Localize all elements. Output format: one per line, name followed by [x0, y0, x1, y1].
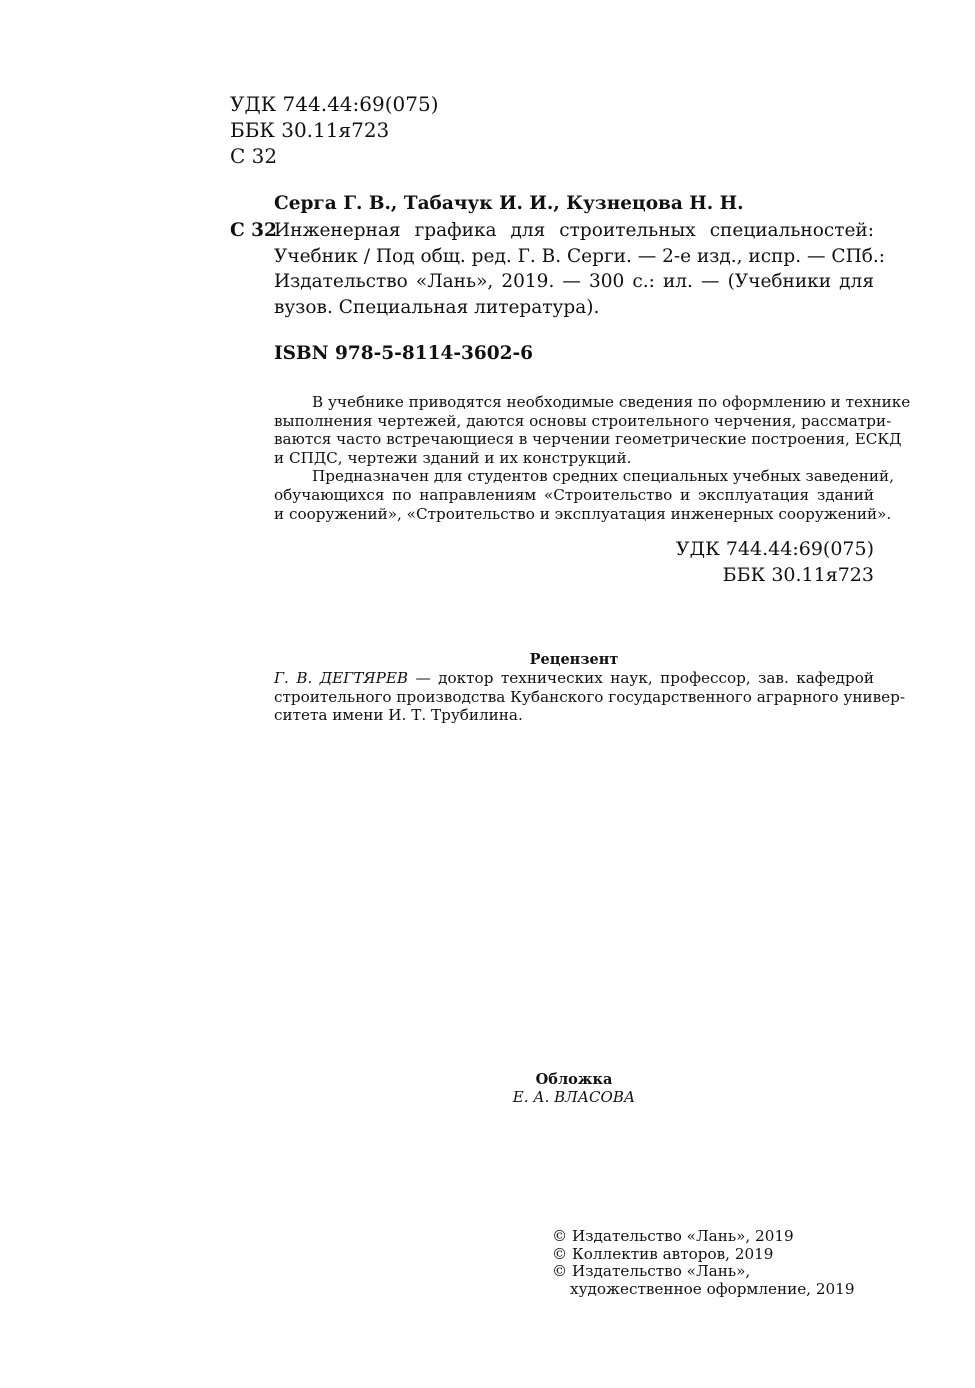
copyright-line-4: художественное оформление, 2019	[570, 1279, 855, 1298]
reviewer-credentials: — доктор технических наук, профессор, зав. кафедрой	[408, 669, 874, 687]
isbn: ISBN 978-5-8114-3602-6	[274, 343, 534, 364]
copyright-line-2: © Коллектив авторов, 2019	[552, 1244, 774, 1263]
record-author-mark: С 32	[230, 220, 277, 241]
cover-designer-name: Е. А. ВЛАСОВА	[512, 1088, 636, 1106]
copyright-line-3: © Издательство «Лань»,	[552, 1262, 751, 1281]
bibliographic-description	[274, 218, 885, 320]
authors-line: Серга Г. В., Табачук И. И., Кузнецова Н. Н.	[274, 193, 744, 214]
header-udk: УДК 744.44:69(075)	[230, 92, 439, 116]
annotation-p1-line-2: выполнения чертежей, даются основы строительного черчения, рассматри-	[274, 411, 892, 430]
reviewer-line-2: строительного производства Кубанского государственного аграрного универ-	[274, 687, 905, 706]
reviewer-name: Г. В. ДЕГТЯРЕВ	[274, 669, 409, 687]
header-author-mark: С 32	[230, 144, 278, 168]
annotation-p1-line-3: ваются часто встречающиеся в черчении геометрические построения, ЕСКД	[274, 430, 902, 449]
annotation-p2-line-2: обучающихся по направлениям «Строительство и эксплуатация зданий	[274, 485, 874, 504]
bottom-udk: УДК 744.44:69(075)	[675, 538, 874, 560]
reviewer-heading: Рецензент	[529, 651, 619, 668]
annotation	[274, 393, 911, 523]
bottom-bbk: ББК 30.11я723	[722, 564, 874, 586]
reviewer-block	[274, 669, 905, 725]
copyright-line-1: © Издательство «Лань», 2019	[552, 1227, 794, 1245]
annotation-p2-line-1: Предназначен для студентов средних специальных учебных заведений,	[312, 467, 894, 486]
header-bbk: ББК 30.11я723	[230, 118, 390, 142]
header-classification-codes	[230, 91, 439, 169]
reviewer-line-1	[274, 669, 874, 688]
cover-heading: Обложка	[535, 1071, 613, 1088]
copyright-block	[552, 1228, 855, 1298]
bottom-classification-codes	[676, 536, 874, 588]
biblio-line-1: Инженерная графика для строительных специальностей:	[274, 220, 874, 241]
biblio-line-2: Учебник / Под общ. ред. Г. В. Серги. — 2-е изд., испр. — СПб.:	[274, 245, 885, 267]
annotation-p1-line-1: В учебнике приводятся необходимые сведения по оформлению и технике	[312, 393, 911, 411]
annotation-p2-line-3: и сооружений», «Строительство и эксплуатация инженерных сооружений».	[274, 504, 892, 523]
biblio-line-4: вузов. Специальная литература).	[274, 296, 600, 318]
reviewer-line-3: ситета имени И. Т. Трубилина.	[274, 706, 523, 725]
annotation-p1-line-4: и СПДС, чертежи зданий и их конструкций.	[274, 448, 632, 467]
biblio-line-3: Издательство «Лань», 2019. — 300 с.: ил. — (Учебники для	[274, 271, 874, 292]
